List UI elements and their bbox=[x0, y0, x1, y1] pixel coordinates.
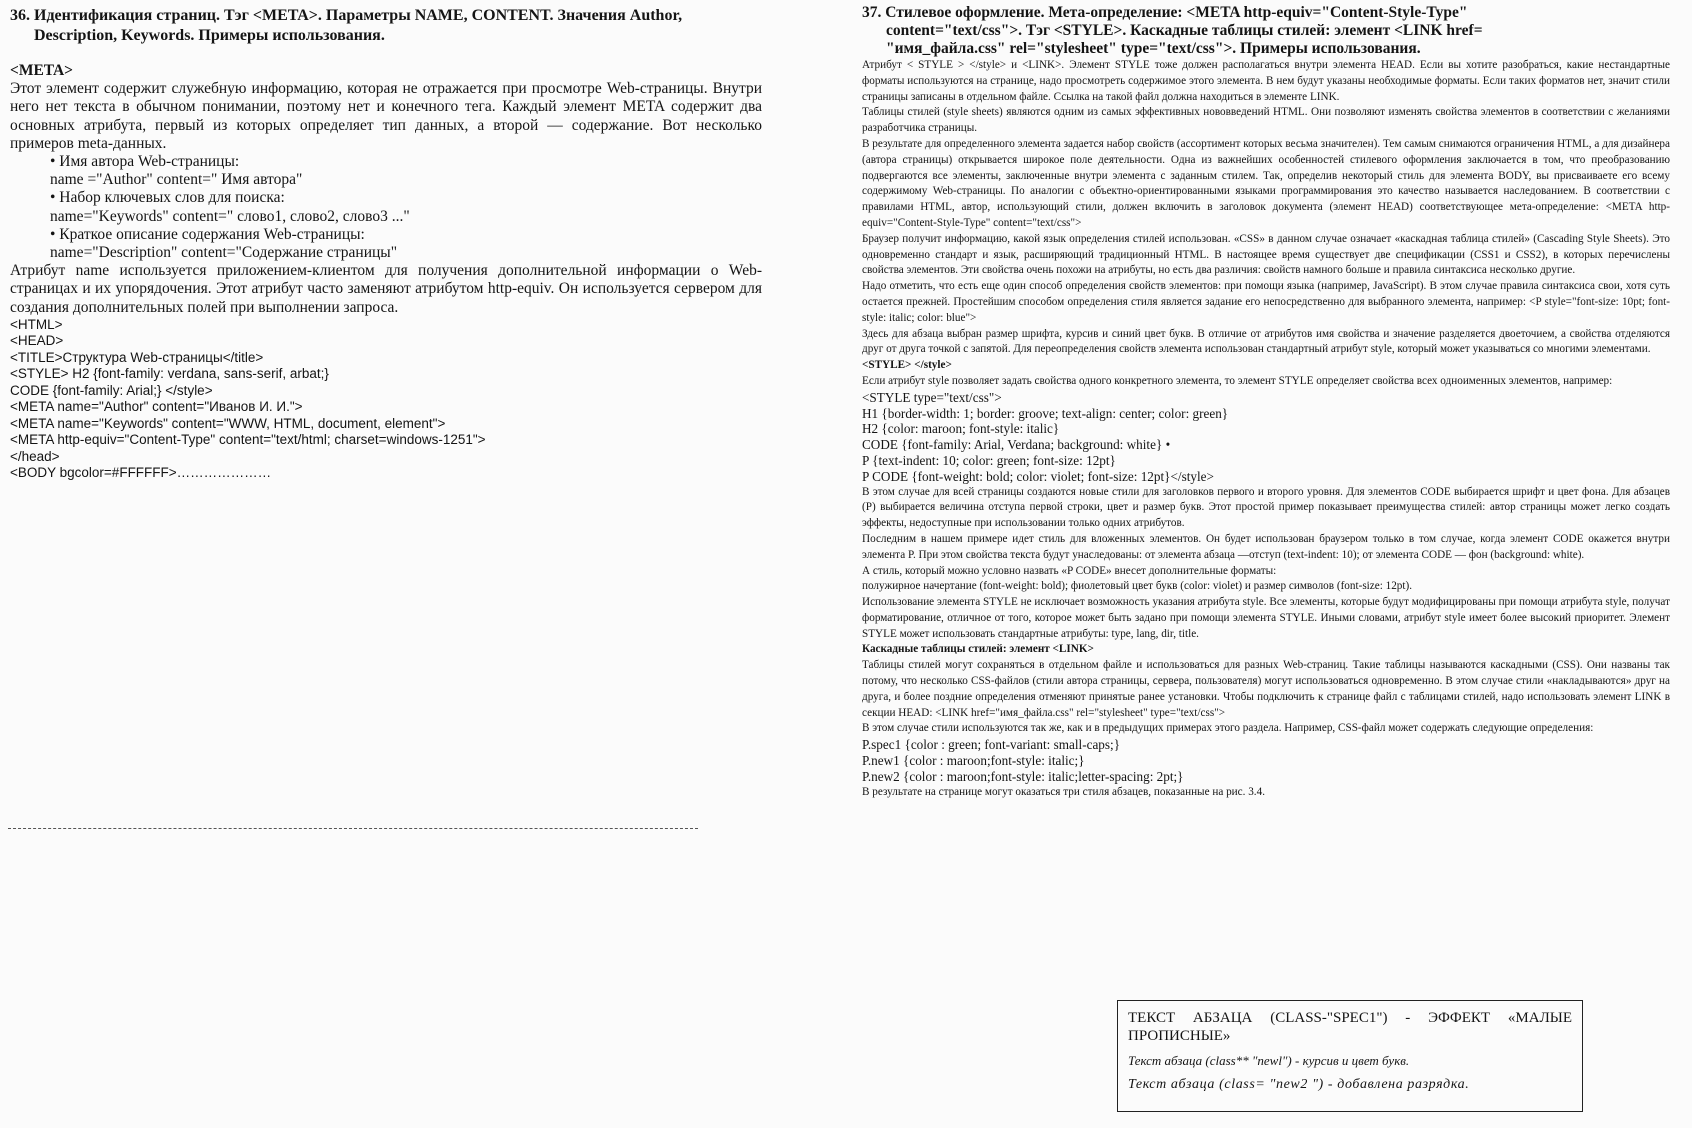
section-37-heading bbox=[862, 4, 1670, 58]
code-line: <META name="Author" content="Иванов И. И."> bbox=[10, 399, 303, 415]
section-37-heading-line3: "имя_файла.css" rel="stylesheet" type="text/css">. Примеры использования. bbox=[886, 40, 1421, 57]
section-36-heading-line2: Description, Keywords. Примеры использования. bbox=[34, 27, 385, 44]
code-line: </head> bbox=[10, 448, 60, 464]
code-line: <HTML> bbox=[10, 316, 63, 332]
paragraph: Здесь для абзаца выбран размер шрифта, курсив и синий цвет букв. В отличие от атрибутов имя свойства и значение разделяется двоеточием, а свойства отделяются друг от друга точкой с запятой. Для переопределения свойств элемента использован стандартный атрибут style, который может указываться со многими элементами. bbox=[862, 327, 1670, 356]
paragraph: В этом случае для всей страницы создаются новые стили для заголовков первого и второго уровня. Для элементов CODE выбирается шрифт и цвет фона. Для абзацев (P) выбирается величина отступа первой строки, цвет и размер букв. Этот простой пример показывает преимущества стилей: автор страницы может легко создать эффекты, недоступные при использовании только одних атрибутов. bbox=[862, 485, 1670, 530]
paragraph: В результате на странице могут оказаться три стиля абзацев, показанные на рис. 3.4. bbox=[862, 785, 1265, 798]
style-code-example bbox=[862, 390, 1670, 485]
code-line: P {text-indent: 10; color: green; font-size: 12pt} bbox=[862, 452, 1116, 468]
section-37-heading-line1: 37. Стилевое оформление. Мета-определение: <META http-equiv="Content-Style-Type" bbox=[862, 4, 1468, 21]
name-attribute-text: Атрибут name используется приложением-клиентом для получения дополнительной информации о Web-страницах и их упорядочения. Этот атрибут часто заменяют атрибутом http-equiv. Он используется сервером для создания дополнительных полей при выполнении запроса. bbox=[10, 262, 762, 316]
meta-subheading: <META> bbox=[10, 62, 74, 79]
code-line: <META http-equiv="Content-Type" content="text/html; charset=windows-1251"> bbox=[10, 432, 486, 448]
meta-examples-list bbox=[10, 153, 762, 262]
css-file-code-example bbox=[862, 737, 1670, 784]
section-36-heading bbox=[10, 6, 762, 46]
paragraph: Последним в нашем примере идет стиль для вложенных элементов. Он будет использован браузером только в том случае, когда элемент CODE окажется внутри элемента P. При этом свойства текста будут унаследованы: от элемента абзаца —отступ (text-indent: 10); от элемента CODE — фон (background: white). bbox=[862, 532, 1670, 561]
paragraph: Использование элемента STYLE не исключает возможность указания атрибута style. Все элементы, которые будут модифицированы при помощи атрибута style, получат форматирование, отличное от того, которое может быть задано при помощи элемента STYLE. Иными словами, атрибут style имеет более высокий приоритет. Элемент STYLE может использовать стандартные атрибуты: type, lang, dir, title. bbox=[862, 596, 1670, 640]
paragraph: полужирное начертание (font-weight: bold); фиолетовый цвет букв (color: violet) и размер символов (font-size: 12pt). bbox=[862, 580, 1413, 593]
link-subheading: Каскадные таблицы стилей: элемент <LINK> bbox=[862, 643, 1094, 656]
code-line: P CODE {font-weight: bold; color: violet; font-size: 12pt}</style> bbox=[862, 468, 1214, 484]
code-line: CODE {font-family: Arial;} </style> bbox=[10, 382, 213, 398]
list-item-code: name="Keywords" content=" слово1, слово2, слово3 ..." bbox=[50, 207, 410, 225]
html-code-example bbox=[10, 317, 762, 482]
section-36-heading-line1: 36. Идентификация страниц. Тэг <META>. Параметры NAME, CONTENT. Значения Author, bbox=[10, 7, 683, 24]
list-item-code: name ="Author" content=" Имя автора" bbox=[50, 171, 303, 189]
code-line: P.new2 {color : maroon;font-style: italic;letter-spacing: 2pt;} bbox=[862, 768, 1184, 784]
list-item-label: • Краткое описание содержания Web-страницы: bbox=[50, 225, 365, 243]
left-column bbox=[10, 6, 762, 482]
code-line: P.spec1 {color : green; font-variant: small-caps;} bbox=[862, 737, 1121, 753]
paragraph: В результате для определенного элемента задается набор свойств (ассортимент которых весьма значителен). Тем самым снимаются ограничения HTML, а для дизайнера (автора страницы) открывается широкое поле деятельности. Одна из важнейших особенностей стилевого оформления заключается в том, что преобразованию подвергаются все элементы, заключенные внутри элемента с заданным стилем. Так, определив некоторый стиль для элемента BODY, вы присваиваете его всему содержимому Web-страницы. По аналогии с объектно-ориентированными языками программирования это качество называется наследованием. В соответствии с правилами HTML, автор, использующий стили, должен включить в заголовок документа (элемент HEAD) соответствующее мета-определение: <META http-equiv="Content-Style-Type" content="text/css"> bbox=[862, 137, 1670, 229]
paragraph: Если атрибут style позволяет задать свойства одного конкретного элемента, то элемент STYLE определяет свойства всех одноименных элементов, например: bbox=[862, 374, 1613, 387]
paragraph: Атрибут < STYLE > </style> и <LINK>. Элемент STYLE тоже должен располагаться внутри элемента HEAD. Если вы хотите разобраться, какие нестандартные форматы используются на странице, надо просмотреть содержимое этого элемента. В нем будут указаны необходимые форматы. Если таких форматов нет, значит стили страницы записаны в отдельном файле. Ссылка на такой файл должна находиться в элементе LINK. bbox=[862, 59, 1670, 103]
code-line: CODE {font-family: Arial, Verdana; background: white} • bbox=[862, 437, 1171, 453]
code-line: H2 {color: maroon; font-style: italic} bbox=[862, 421, 1060, 437]
section-37-heading-line2: content="text/css">. Тэг <STYLE>. Каскадные таблицы стилей: элемент <LINK href= bbox=[886, 22, 1483, 39]
code-line: H1 {border-width: 1; border: groove; text-align: center; color: green} bbox=[862, 405, 1229, 421]
paragraph: Браузер получит информацию, какой язык определения стилей использован. «CSS» в данном случае означает «каскадная таблица стилей» (Cascading Style Sheets). Это одновременно стандарт и язык, расширяющий традиционный HTML. В настоящее время существует две спецификации (CSS1 и CSS2), в которых перечислены свойства элементов. Эти свойства очень похожи на атрибуты, но есть два различия: свойств намного больше и правила синтаксиса несколько другие. bbox=[862, 232, 1670, 277]
list-item-label: • Набор ключевых слов для поиска: bbox=[50, 189, 285, 207]
demo-new1-line: Текст абзаца (class** "newl") - курсив и цвет букв. bbox=[1128, 1053, 1410, 1068]
paragraph: Надо отметить, что есть еще один способ определения свойств элементов: при помощи языка (например, JavaScript). В этом случае правила синтаксиса свои, хотя суть остается прежней. Простейшим способом определения стиля является задание его непосредственно для выбранного элемента, например: <P style="font-size: 10pt; font-style: italic; color: blue"> bbox=[862, 280, 1670, 324]
code-line: P.new1 {color : maroon;font-style: italic;} bbox=[862, 753, 1085, 769]
style-tag-subheading: <STYLE> </style> bbox=[862, 359, 952, 372]
scan-dashed-line bbox=[8, 828, 698, 829]
figure-3-4-box bbox=[1117, 1000, 1583, 1112]
meta-intro: Этот элемент содержит служебную информацию, которая не отражается при просмотре Web-страницы. Внутри него нет текста в обычном понимании, поэтому нет и конечного тега. Каждый элемент META содержит два основных атрибута, первый из которых определяет тип данных, а второй — содержание. Вот несколько примеров meta-данных. bbox=[10, 80, 762, 152]
code-line: <TITLE>Структура Web-страницы</title> bbox=[10, 349, 264, 365]
paragraph: Таблицы стилей могут сохраняться в отдельном файле и использоваться для разных Web-страниц. Такие таблицы называются каскадными (CSS). Они названы так потому, что несколько CSS-файлов (стили автора страницы, сервера, пользователя) могут использоваться одновременно. В этом случае стили «накладываются» друг на друга, и более поздние определения отменяют принятые ранее установки. Чтобы подключить к странице файл с таблицами стилей, надо использовать элемент LINK в секции HEAD: <LINK href="имя_файла.css" rel="stylesheet" type="text/css"> bbox=[862, 659, 1670, 719]
code-line: <META name="Keywords" content="WWW, HTML, document, element"> bbox=[10, 415, 446, 431]
code-line: <HEAD> bbox=[10, 333, 64, 349]
code-line: <BODY bgcolor=#FFFFFF>………………… bbox=[10, 465, 272, 481]
demo-new2-line: Текст абзаца (class= "new2 ") - добавлена разрядка. bbox=[1128, 1077, 1470, 1092]
paragraph: А стиль, который можно условно назвать «P CODE» внесет дополнительные форматы: bbox=[862, 564, 1277, 577]
right-column bbox=[862, 4, 1670, 800]
code-line: <STYLE type="text/css"> bbox=[862, 389, 1002, 405]
list-item-label: • Имя автора Web-страницы: bbox=[50, 153, 240, 171]
list-item-code: name="Description" content="Содержание страницы" bbox=[50, 244, 398, 262]
paragraph: В этом случае стили используются так же, как и в предыдущих примерах этого раздела. Например, CSS-файл может содержать следующие определения: bbox=[862, 722, 1594, 735]
demo-spec1-line: ТЕКСТ АБЗАЦА (CLASS-"SPEC1") - ЭФФЕКТ «МАЛЫЕ ПРОПИСНЫЕ» bbox=[1128, 1010, 1572, 1044]
paragraph: Таблицы стилей (style sheets) являются одним из самых эффективных нововведений HTML. Они позволяют изменять свойства элементов в соответствии с желаниями разработчика страницы. bbox=[862, 106, 1670, 135]
code-line: <STYLE> H2 {font-family: verdana, sans-serif, arbat;} bbox=[10, 366, 329, 382]
